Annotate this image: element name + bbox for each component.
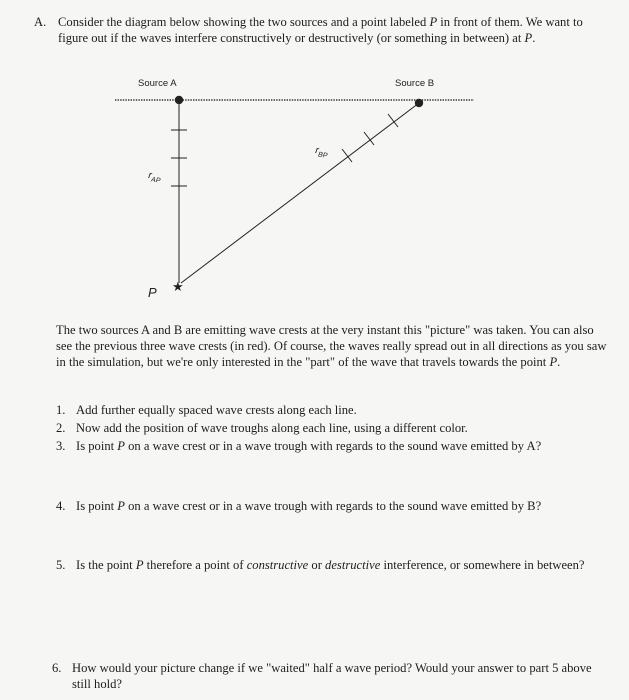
r-ap-r: r <box>147 170 153 182</box>
star-icon: ★ <box>172 279 184 294</box>
r-ap-label <box>147 170 162 185</box>
question-number: 2. <box>56 421 66 435</box>
r-ap-sub: AP <box>150 176 161 185</box>
q4-point-p: P <box>117 499 125 513</box>
q5-pre: Is the point <box>76 558 136 572</box>
q4-post: on a wave crest or in a wave trough with regards to the sound wave emitted by B? <box>124 499 542 513</box>
q4-pre: Is point <box>76 499 118 513</box>
source-a-label: Source A <box>138 78 177 89</box>
question-number: 6. <box>52 661 62 675</box>
intro-point-p-2: P <box>524 31 533 45</box>
question-number: 5. <box>56 558 66 572</box>
q3-pre: Is point <box>76 439 118 453</box>
question-text: How would your picture change if we "waited" half a wave period? Would your answer to part 5 above still hold? <box>72 661 592 691</box>
path-bp <box>181 103 419 283</box>
question-text <box>76 498 541 514</box>
question-text: Now add the position of wave troughs along each line, using a different color. <box>76 421 468 435</box>
intro-point-p: P <box>429 15 438 29</box>
intro-text-2: in front of them. We want to figure out if the waves interfere constructively or destructively (or something in between) at <box>58 15 583 45</box>
q3-post: on a wave crest or in a wave trough with regards to the sound wave emitted by A? <box>124 439 542 453</box>
source-b-label: Source B <box>395 78 435 89</box>
part-label: A. <box>34 15 47 29</box>
point-p-label: P <box>148 285 157 300</box>
q5-mid: therefore a point of <box>143 558 247 572</box>
q3-point-p: P <box>117 439 125 453</box>
question-number: 1. <box>56 403 66 417</box>
question-number: 4. <box>56 499 66 513</box>
intro-text-1: Consider the diagram below showing the two sources and a point labeled <box>58 15 430 29</box>
q5-post: interference, or somewhere in between? <box>380 558 585 572</box>
r-bp-sub: BP <box>317 151 328 160</box>
intro-end: . <box>532 31 536 45</box>
q5-destructive: destructive <box>325 558 381 572</box>
explanation-paragraph <box>56 322 612 370</box>
explanation-end: . <box>557 355 561 369</box>
question-text <box>76 557 596 573</box>
question-text: Add further equally spaced wave crests along each line. <box>76 403 357 417</box>
q5-constructive: constructive <box>246 558 309 572</box>
r-bp-r: r <box>314 145 320 157</box>
q5-mid2: or <box>308 558 326 572</box>
explanation-text: The two sources A and B are emitting wave crests at the very instant this "picture" was taken. You can also see the previous three wave crests (in red). Of course, the waves really spread out in all directions as you saw in the simulation, but we're only interested in the "part" of the wave that travels towards the point <box>56 323 607 369</box>
explanation-point-p: P <box>549 355 558 369</box>
q5-point-p: P <box>135 558 144 572</box>
r-bp-label <box>314 145 329 160</box>
question-number: 3. <box>56 439 66 453</box>
question-text <box>76 438 541 454</box>
